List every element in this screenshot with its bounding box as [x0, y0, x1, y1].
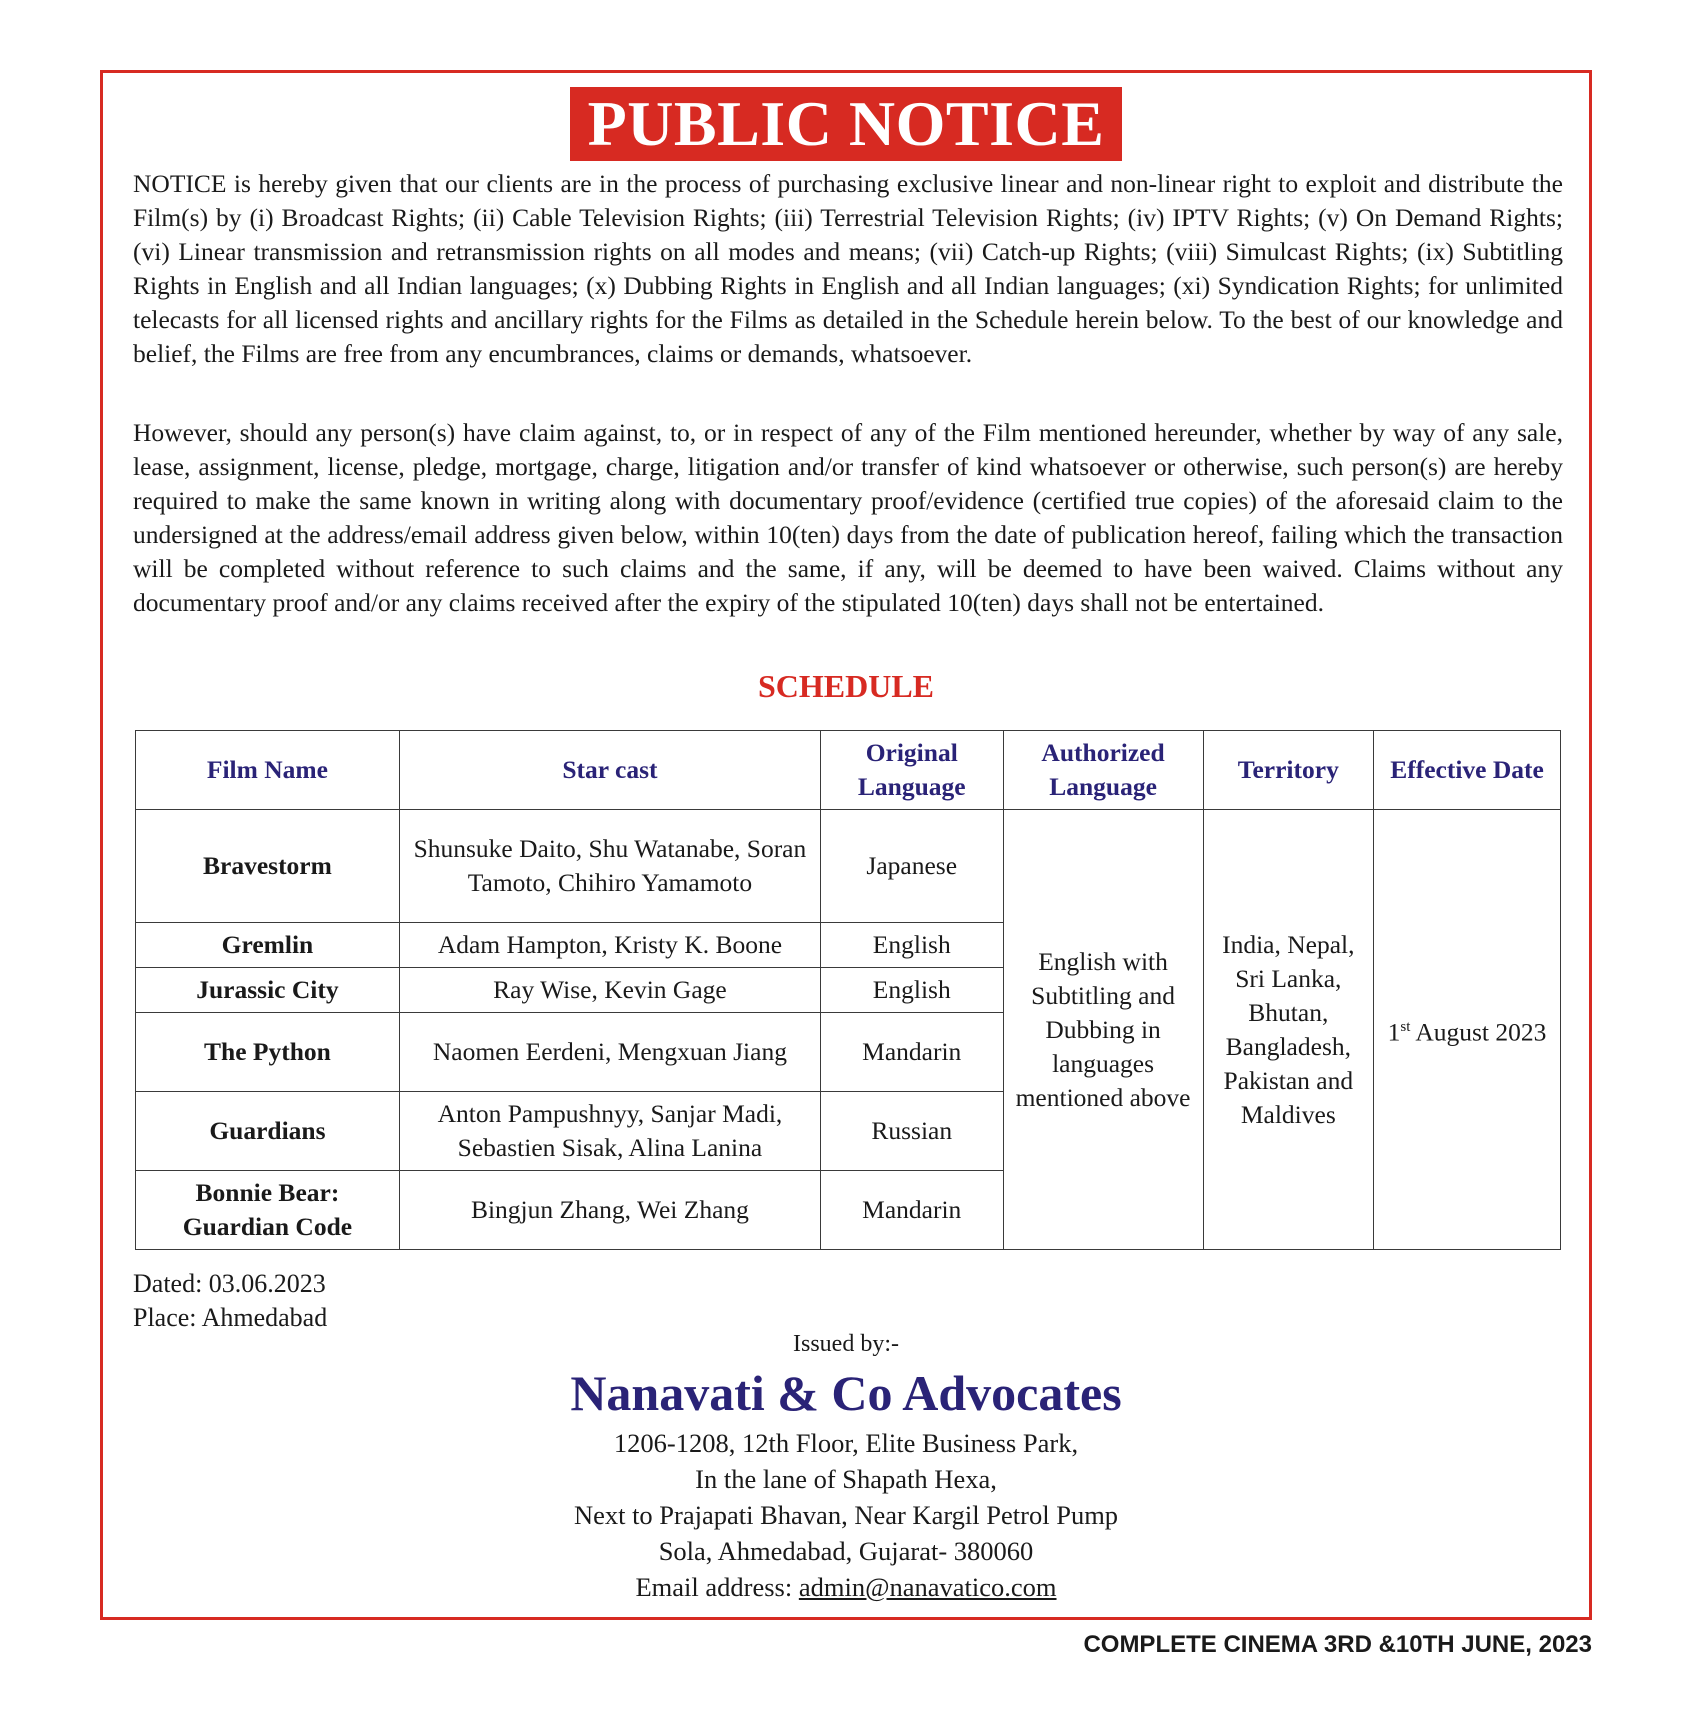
film-name-cell: Jurassic City [136, 968, 400, 1013]
original-language-cell: Japanese [820, 810, 1003, 923]
publication-footer: COMPLETE CINEMA 3RD &10TH JUNE, 2023 [1083, 1631, 1592, 1658]
star-cast-cell: Adam Hampton, Kristy K. Boone [399, 923, 820, 968]
address-line: Next to Prajapati Bhavan, Near Kargil Petrol Pump [573, 1500, 1119, 1530]
authorized-language-cell: English with Subtitling and Dubbing in languages mentioned above [1003, 810, 1203, 1250]
issued-by-label: Issued by:- [793, 1331, 899, 1357]
notice-paragraph-2: However, should any person(s) have claim against, to, or in respect of any of the Film mentioned hereunder, whether by way of any sale, lease, assignment, license, pledge, mortgage, charge, litigation and/or transfer of kind whatsoever or otherwise, such person(s) are hereby required to make the same known in writing along with documentary proof/evidence (certified true copies) of the aforesaid claim to the undersigned at the address/email address given below, within 10(ten) days from the date of publication hereof, failing which the transaction will be completed without reference to such claims and the same, if any, will be deemed to have been waived. Claims without any documentary proof and/or any claims received after the expiry of the stipulated 10(ten) days shall not be entertained. [133, 418, 1563, 617]
firm-address [103, 1425, 1589, 1605]
address-line: In the lane of Shapath Hexa, [695, 1464, 997, 1494]
schedule-table [135, 730, 1561, 1250]
film-name-cell: Gremlin [136, 923, 400, 968]
dated-line: Dated: 03.06.2023 [133, 1269, 326, 1298]
star-cast-cell: Ray Wise, Kevin Gage [399, 968, 820, 1013]
address-line: Sola, Ahmedabad, Gujarat- 380060 [658, 1536, 1034, 1566]
email-line [103, 1569, 1589, 1605]
notice-title: PUBLIC NOTICE [570, 87, 1123, 161]
dated-place-block [133, 1267, 327, 1335]
original-language-cell: Mandarin [820, 1170, 1003, 1249]
film-name-cell: The Python [136, 1012, 400, 1091]
territory-cell: India, Nepal, Sri Lanka, Bhutan, Bangladesh, Pakistan and Maldives [1203, 810, 1373, 1250]
original-language-cell: Mandarin [820, 1012, 1003, 1091]
firm-name: Nanavati & Co Advocates [570, 1365, 1122, 1421]
header-authorized-language: Authorized Language [1003, 731, 1203, 810]
effective-date-suffix: st [1400, 1018, 1411, 1035]
header-star-cast: Star cast [399, 731, 820, 810]
schedule-heading: SCHEDULE [757, 668, 935, 704]
star-cast-cell: Shunsuke Daito, Shu Watanabe, Soran Tamoto, Chihiro Yamamoto [399, 810, 820, 923]
effective-date-cell [1374, 810, 1561, 1250]
film-name-cell: Guardians [136, 1091, 400, 1170]
email-label: Email address: [635, 1572, 793, 1602]
place-line: Place: Ahmedabad [133, 1303, 328, 1332]
star-cast-cell: Naomen Eerdeni, Mengxuan Jiang [399, 1012, 820, 1091]
star-cast-cell: Bingjun Zhang, Wei Zhang [399, 1170, 820, 1249]
table-header-row [136, 731, 1561, 810]
header-original-language: Original Language [820, 731, 1003, 810]
address-line: 1206-1208, 12th Floor, Elite Business Park, [613, 1428, 1079, 1458]
header-effective-date: Effective Date [1374, 731, 1561, 810]
original-language-cell: Russian [820, 1091, 1003, 1170]
effective-date-day: 1 [1387, 1017, 1401, 1047]
film-name-cell: Bravestorm [136, 810, 400, 923]
table-row [136, 810, 1561, 923]
film-name-cell: Bonnie Bear: Guardian Code [136, 1170, 400, 1249]
star-cast-cell: Anton Pampushnyy, Sanjar Madi, Sebastien Sisak, Alina Lanina [399, 1091, 820, 1170]
email-link[interactable]: admin@nanavatico.com [798, 1572, 1057, 1602]
original-language-cell: English [820, 923, 1003, 968]
title-wrapper [103, 87, 1589, 161]
notice-paragraph-1: NOTICE is hereby given that our clients are in the process of purchasing exclusive linear and non-linear right to exploit and distribute the Film(s) by (i) Broadcast Rights; (ii) Cable Television Rights; (iii) Terrestrial Television Rights; (iv) IPTV Rights; (v) On Demand Rights; (vi) Linear transmission and retransmission rights on all modes and means; (vii) Catch-up Rights; (viii) Simulcast Rights; (ix) Subtitling Rights in English and all Indian languages; (x) Dubbing Rights in English and all Indian languages; (xi) Syndication Rights; for unlimited telecasts for all licensed rights and ancillary rights for the Films as detailed in the Schedule herein below. To the best of our knowledge and belief, the Films are free from any encumbrances, claims or demands, whatsoever. [133, 169, 1563, 368]
original-language-cell: English [820, 968, 1003, 1013]
effective-date-rest: August 2023 [1415, 1017, 1547, 1047]
header-territory: Territory [1203, 731, 1373, 810]
header-film-name: Film Name [136, 731, 400, 810]
notice-frame [100, 70, 1592, 1620]
